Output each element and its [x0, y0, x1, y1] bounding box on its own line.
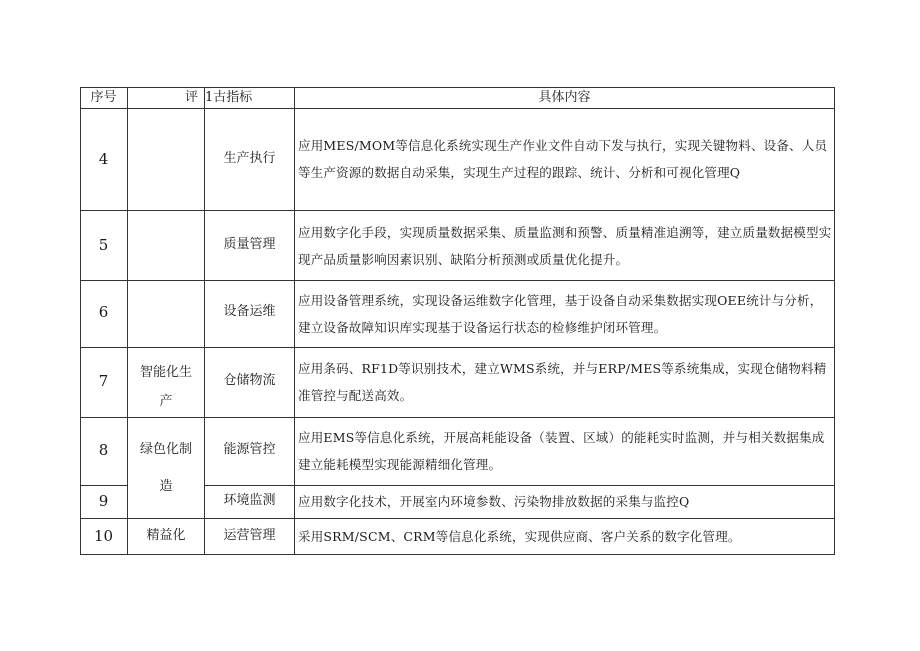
row-number: 4 — [98, 150, 109, 168]
indicator-cell: 仓储物流 — [223, 373, 276, 388]
group-green-line2: 造 — [159, 479, 173, 494]
group-green-line1: 绿色化制 — [139, 442, 192, 457]
header-content: 具体内容 — [538, 90, 591, 105]
content-cell: 采用SRM/SCM、CRM等信息化系统，实现供应商、客户关系的数字化管理。 — [298, 529, 741, 544]
row-number: 6 — [98, 303, 109, 321]
header-seq: 序号 — [90, 90, 117, 105]
indicator-cell: 设备运维 — [223, 304, 276, 319]
group-lean: 精益化 — [146, 528, 186, 543]
header-eval-b: 1古指标 — [205, 90, 253, 105]
header-eval-a: 评 — [185, 90, 199, 105]
group-smart-line1: 智能化生 — [139, 365, 192, 380]
indicator-cell: 环境监测 — [223, 493, 276, 508]
indicator-cell: 质量管理 — [223, 237, 276, 252]
row-number: 8 — [98, 441, 109, 459]
row-number: 5 — [98, 236, 109, 254]
indicator-cell: 能源管控 — [223, 442, 276, 457]
group-smart-line2: 产 — [159, 394, 173, 409]
content-cell: 应用数字化技术，开展室内环境参数、污染物排放数据的采集与监控Q — [298, 494, 690, 509]
row-number: 10 — [93, 527, 114, 545]
content-cell: 应用条码、RF1D等识别技术，建立WMS系统，并与ERP/MES等系统集成，实现仓储物料精准管控与配送高效。 — [298, 361, 827, 403]
content-cell: 应用数字化手段，实现质量数据采集、质量监测和预警、质量精准追溯等，建立质量数据模型实现产品质量影响因素识别、缺陷分析预测或质量优化提升。 — [298, 225, 832, 267]
indicator-cell: 运营管理 — [223, 528, 276, 543]
content-cell: 应用MES/MOM等信息化系统实现生产作业文件自动下发与执行，实现关键物料、设备、人员等生产资源的数据自动采集，实现生产过程的跟踪、统计、分析和可视化管理Q — [298, 138, 828, 180]
content-cell: 应用设备管理系统，实现设备运维数字化管理，基于设备自动采集数据实现OEE统计与分析，建立设备故障知识库实现基于设备运行状态的检修维护闭环管理。 — [298, 293, 823, 335]
row-number: 7 — [98, 372, 109, 390]
indicator-cell: 生产执行 — [223, 151, 276, 166]
content-cell: 应用EMS等信息化系统，开展高耗能设备（装置、区域）的能耗实时监测，并与相关数据集成建立能耗模型实现能源精细化管理。 — [298, 430, 825, 472]
row-number: 9 — [98, 492, 109, 510]
